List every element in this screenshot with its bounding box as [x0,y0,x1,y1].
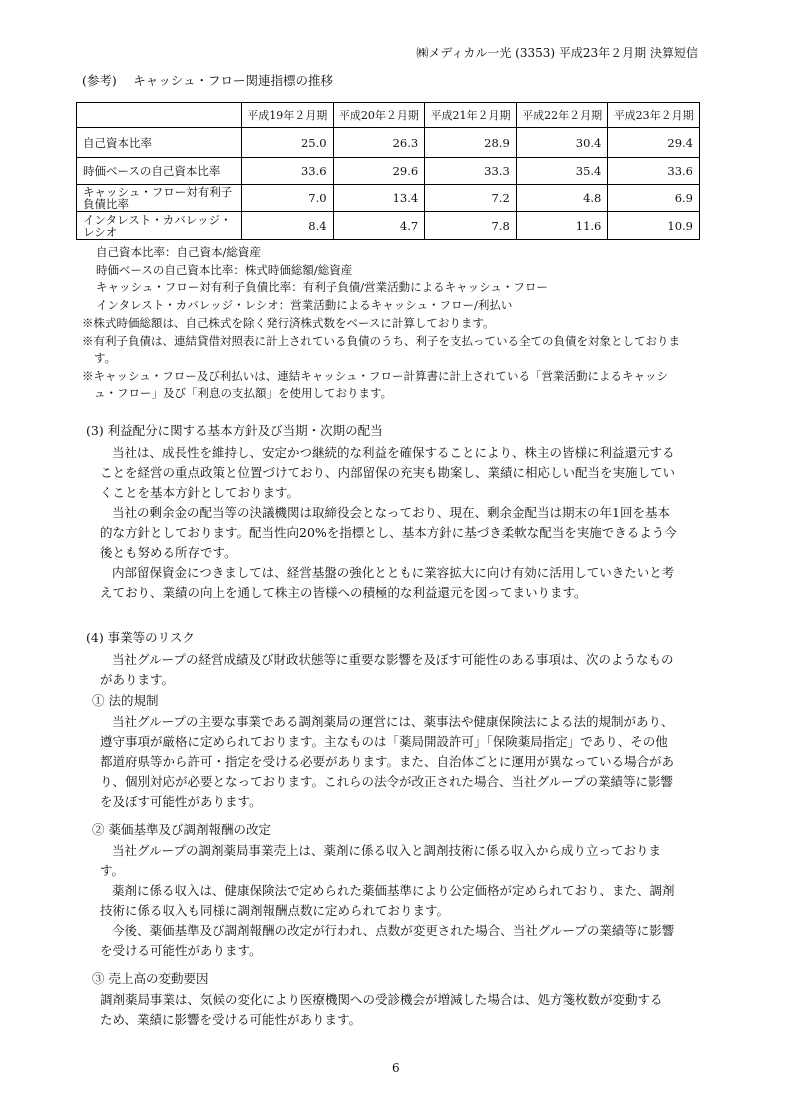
definition-item: インタレスト・カバレッジ・レシオ：営業活動によるキャッシュ・フロー/利払い [96,297,513,312]
subsection-3-heading: ③ 売上高の変動要因 [92,971,209,986]
table-cell: 35.4 [516,158,608,185]
paragraph-line: を受ける可能性があります。 [100,943,262,958]
definition-list [96,244,548,314]
row-label-line: レシオ [83,224,118,239]
paragraph-line: 的な方針としております。配当性向20%を指標とし、基本方針に基づき柔軟な配当を実施できるよう今 [100,525,677,540]
subsection-3-body [100,990,663,1030]
row-label: 自己資本比率 [77,128,242,158]
column-header: 平成20年２月期 [333,103,425,128]
table-corner-cell [77,103,242,128]
section-4-heading: (4) 事業等のリスク [86,630,195,645]
paragraph-line: があります。 [100,672,175,687]
row-label-line: インタレスト・カバレッジ・ [83,212,232,227]
paragraph-line: 当社グループの経営成績及び財政状態等に重要な影響を及ぼす可能性のある事項は、次のようなもの [112,652,674,667]
subsection-2-heading: ② 薬価基準及び調剤報酬の改定 [92,822,271,837]
paragraph-line: 当社は、成長性を維持し、安定かつ継続的な利益を確保することにより、株主の皆様に利益還元する [112,445,675,460]
column-header: 平成23年２月期 [608,103,700,128]
paragraph-line: えており、業績の向上を通して株主の皆様への積極的な利益還元を図ってまいります。 [100,585,587,600]
row-label: 時価ベースの自己資本比率 [77,158,242,185]
table-cell: 29.6 [333,158,425,185]
paragraph-line: 薬剤に係る収入は、健康保険法で定められた薬価基準により公定価格が定められており、また、調剤 [112,883,675,898]
paragraph-line: 調剤薬局事業は、気候の変化により医療機関への受診機会が増減した場合は、処方箋枚数が変動する [100,992,663,1007]
note-item: ※有利子負債は、連結貸借対照表に計上されている負債のうち、利子を支払っている全ての負債を対象としておりま [82,333,680,348]
cashflow-indicators-table [76,102,700,240]
paragraph-line: ことを経営の重点政策と位置づけており、内部留保の充実も勘案し、業績に相応しい配当を実施してい [100,465,676,480]
table-row [77,212,700,240]
table-cell: 8.4 [242,212,334,240]
table-cell: 33.6 [242,158,334,185]
table-row [77,158,700,185]
row-label [77,212,242,240]
paragraph-line: 今後、薬価基準及び調剤報酬の改定が行われ、点数が変更された場合、当社グループの業績等に影響 [112,923,675,938]
table-cell: 33.3 [425,158,517,185]
note-item: ュ・フロー」及び「利息の支払額」を使用しております。 [94,386,393,400]
column-header: 平成19年２月期 [242,103,334,128]
table-row [77,128,700,158]
note-item: す。 [94,351,117,365]
table-cell: 7.0 [242,185,334,212]
paragraph-line: 内部留保資金につきましては、経営基盤の強化とともに業容拡大に向け有効に活用していきたいと考 [112,565,675,580]
table-cell: 10.9 [608,212,700,240]
table-cell: 11.6 [516,212,608,240]
paragraph-line: 技術に係る収入も同様に調剤報酬点数に定められております。 [100,903,450,918]
page-number: 6 [392,1061,400,1075]
table-row [77,185,700,212]
row-label-line: キャッシュ・フロー対有利子 [83,185,233,199]
table-cell: 4.8 [516,185,608,212]
paragraph-line: 当社グループの主要な事業である調剤薬局の運営には、薬事法や健康保険法による法的規制があり、 [112,714,674,729]
document-header: ㈱メディカル一光 (3353) 平成23年２月期 決算短信 [416,46,698,60]
paragraph-line: 遵守事項が厳格に定められております。主なものは「薬局開設許可」「保険薬局指定」であり、その他 [100,734,668,749]
table-cell: 26.3 [333,128,425,158]
table-cell: 25.0 [242,128,334,158]
paragraph-line: す。 [100,863,125,878]
table-cell: 33.6 [608,158,700,185]
definition-item: 時価ベースの自己資本比率：株式時価総額/総資産 [96,262,353,277]
table-header-row [77,103,700,128]
table-cell: 13.4 [333,185,425,212]
subsection-2-body [100,841,675,961]
table-cell: 7.2 [425,185,517,212]
definition-item: キャッシュ・フロー対有利子負債比率：有利子負債/営業活動によるキャッシュ・フロー [96,280,548,294]
paragraph-line: 都道府県等から許可・指定を受ける必要があります。また、自治体ごとに運用が異なっている場合があ [100,754,675,769]
table-cell: 30.4 [516,128,608,158]
notes-list [82,315,680,403]
paragraph-line: を及ぼす可能性があります。 [100,794,262,809]
section-3-heading: (3) 利益配分に関する基本方針及び当期・次期の配当 [86,423,383,438]
table-cell: 7.8 [425,212,517,240]
reference-title: (参考) キャッシュ・フロー関連指標の推移 [82,73,333,88]
section-3-body [100,443,677,603]
paragraph-line: 当社グループの調剤薬局事業売上は、薬剤に係る収入と調剤技術に係る収入から成り立っておりま [112,843,662,858]
subsection-1-heading: ① 法的規制 [92,693,159,708]
table-cell: 28.9 [425,128,517,158]
paragraph-line: くことを基本方針としております。 [100,485,300,500]
paragraph-line: 後とも努める所存です。 [100,545,237,560]
paragraph-line: り、個別対応が必要となっております。これらの法令が改正された場合、当社グループの業績等に影響 [100,774,674,789]
definition-item: 自己資本比率：自己資本/総資産 [96,245,261,259]
table-cell: 6.9 [608,185,700,212]
subsection-1-body [100,712,674,812]
column-header: 平成22年２月期 [516,103,608,128]
note-item: ※キャッシュ・フロー及び利払いは、連結キャッシュ・フロー計算書に計上されている「営業活動によるキャッシ [82,368,669,383]
paragraph-line: ため、業績に影響を受ける可能性があります。 [100,1012,362,1027]
table-cell: 29.4 [608,128,700,158]
section-4-intro [100,650,674,690]
note-item: ※株式時価総額は、自己株式を除く発行済株式数をベースに計算しております。 [82,316,495,330]
row-label-line: 負債比率 [83,197,129,211]
paragraph-line: 当社の剰余金の配当等の決議機関は取締役会となっており、現在、剰余金配当は期末の年1回を基本 [112,505,670,520]
column-header: 平成21年２月期 [425,103,517,128]
table-cell: 4.7 [333,212,425,240]
row-label [77,185,242,212]
